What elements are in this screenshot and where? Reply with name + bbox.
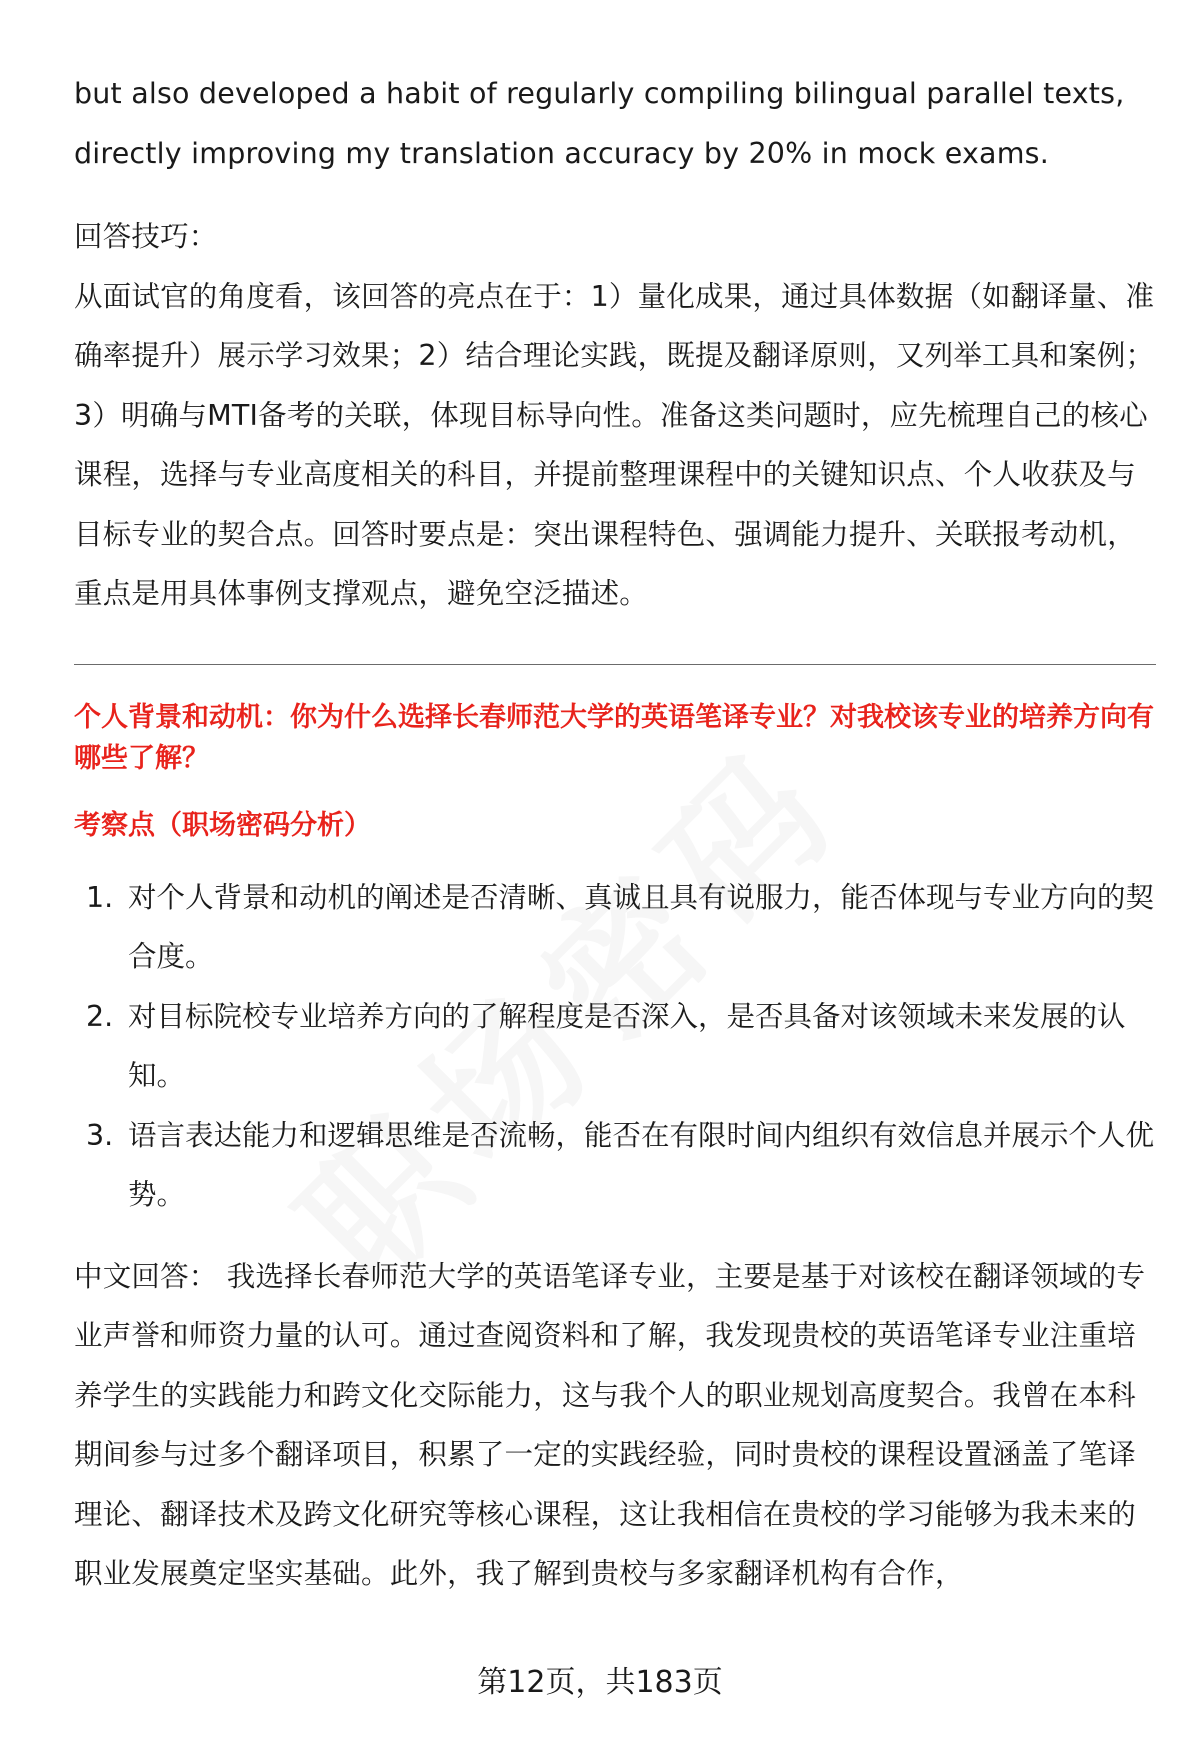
document-page bbox=[74, 64, 1156, 1604]
tips-label: 回答技巧： bbox=[74, 220, 218, 253]
intro-english-line-2: directly improving my translation accuracy by 20% in mock exams. bbox=[74, 136, 1049, 170]
list-item bbox=[74, 987, 1156, 1106]
question-heading: 个人背景和动机：你为什么选择长春师范大学的英语笔译专业？对我校该专业的培养方向有哪些了解？ bbox=[74, 701, 1154, 774]
list-item-text: 语言表达能力和逻辑思维是否流畅，能否在有限时间内组织有效信息并展示个人优势。 bbox=[128, 1118, 1155, 1211]
list-item bbox=[74, 868, 1156, 987]
assessment-heading: 考察点（职场密码分析） bbox=[74, 809, 371, 841]
chinese-answer-text: 中文回答： 我选择长春师范大学的英语笔译专业，主要是基于对该校在翻译领域的专业声誉和师资力量的认可。通过查阅资料和了解，我发现贵校的英语笔译专业注重培养学生的实践能力和跨文化交际能力，这与我个人的职业规划高度契合。我曾在本科期间参与过多个翻译项目，积累了一定的实践经验，同时贵校的课程设置涵盖了笔译理论、翻译技术及跨文化研究等核心课程，这让我相信在贵校的学习能够为我未来的职业发展奠定坚实基础。此外，我了解到贵校与多家翻译机构有合作， bbox=[74, 1259, 1146, 1590]
list-item-text: 对目标院校专业培养方向的了解程度是否深入，是否具备对该领域未来发展的认知。 bbox=[128, 999, 1126, 1092]
list-item-text: 对个人背景和动机的阐述是否清晰、真诚且具有说服力，能否体现与专业方向的契合度。 bbox=[128, 880, 1155, 973]
assessment-points-list bbox=[74, 868, 1156, 1225]
section-divider bbox=[74, 664, 1156, 665]
list-item-number: 2. bbox=[86, 999, 114, 1033]
intro-english-line-1: but also developed a habit of regularly compiling bilingual parallel texts, bbox=[74, 77, 1125, 110]
list-item bbox=[74, 1106, 1156, 1225]
list-item-number: 1. bbox=[86, 880, 114, 914]
page-number-footer: 第12页，共183页 bbox=[477, 1665, 723, 1700]
list-item-number: 3. bbox=[86, 1118, 114, 1152]
tips-text: 从面试官的角度看，该回答的亮点在于：1）量化成果，通过具体数据（如翻译量、准确率提升）展示学习效果；2）结合理论实践，既提及翻译原则，又列举工具和案例；3）明确与MTI备考的关联，体现目标导向性。准备这类问题时，应先梳理自己的核心课程，选择与专业高度相关的科目，并提前整理课程中的关键知识点、个人收获及与目标专业的契合点。回答时要点是：突出课程特色、强调能力提升、关联报考动机，重点是用具体事例支撑观点，避免空泛描述。 bbox=[74, 279, 1155, 610]
